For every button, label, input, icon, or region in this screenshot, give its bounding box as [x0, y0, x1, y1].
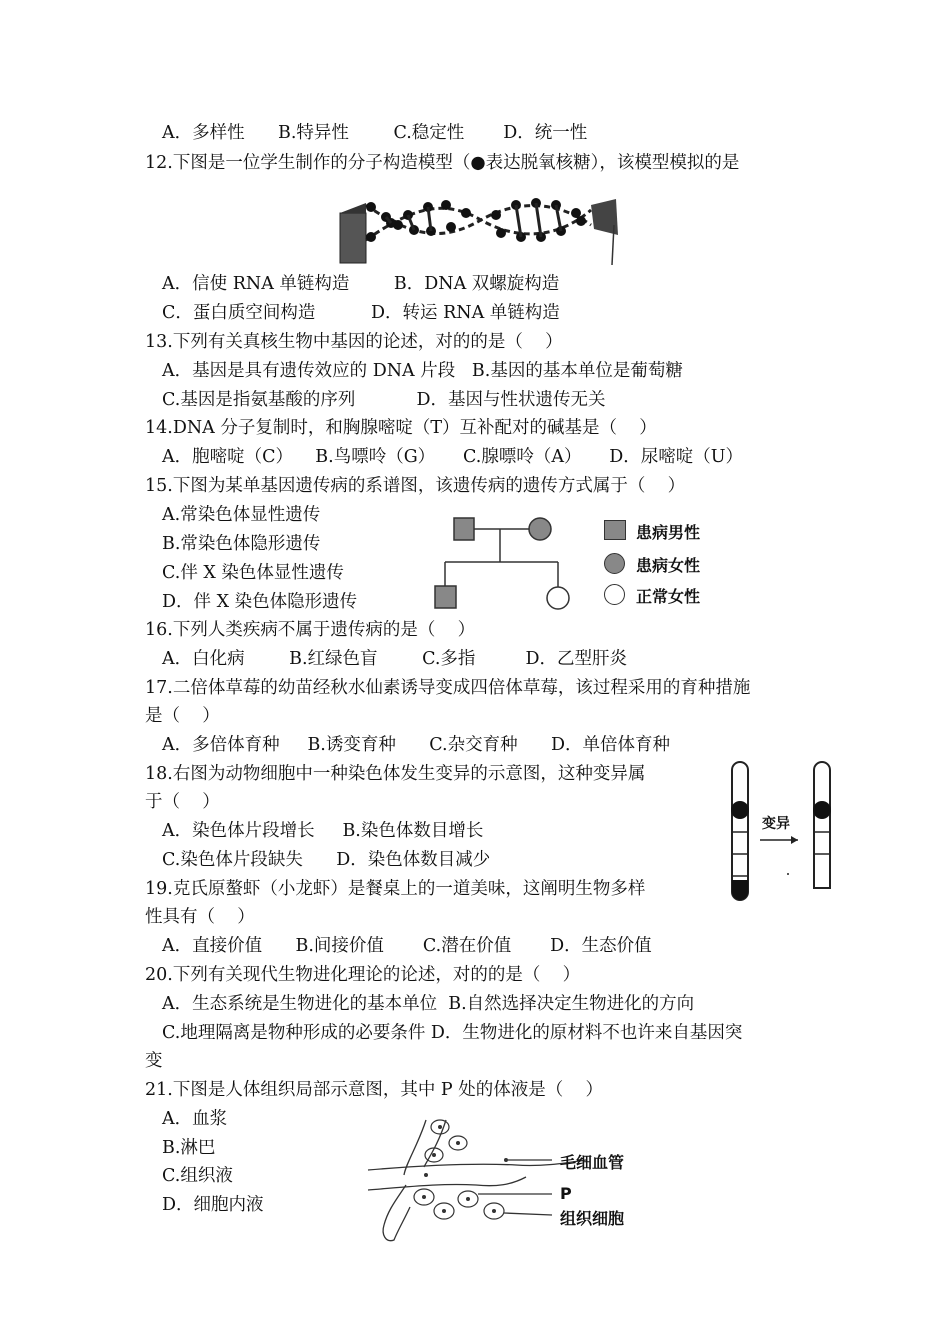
- q14-stem: 14.DNA 分子复制时，和胸腺嘧啶（T）互补配对的碱基是（ ）: [145, 418, 657, 438]
- q18-options-ab: A．染色体片段增长 B.染色体数目增长: [162, 821, 484, 841]
- q15-option-d: D．伴 X 染色体隐形遗传: [162, 592, 358, 612]
- q21-option-d: D．细胞内液: [162, 1195, 264, 1215]
- affected-father-symbol: [454, 518, 474, 540]
- q13-options-cd: C.基因是指氨基酸的序列 D．基因与性状遗传无关: [162, 390, 606, 410]
- q11-options: A．多样性 B.特异性 C.稳定性 D．统一性: [162, 123, 588, 143]
- tissue-figure: [366, 1115, 616, 1255]
- p-label: P: [560, 1184, 572, 1203]
- affected-son-symbol: [435, 586, 456, 608]
- affected-mother-symbol: [529, 518, 551, 540]
- q19-stem: 19.克氏原螯虾（小龙虾）是餐桌上的一道美味，这阐明生物多样: [145, 879, 646, 899]
- q20-options-cd: C.地理隔离是物种形成的必要条件 D．生物进化的原材料不也许来自基因突: [162, 1023, 743, 1043]
- normal-daughter-symbol: [547, 587, 569, 609]
- q15-option-b: B.常染色体隐形遗传: [162, 534, 321, 554]
- q21-option-a: A．血浆: [162, 1109, 228, 1129]
- q17-options: A．多倍体育种 B.诱变育种 C.杂交育种 D．单倍体育种: [162, 735, 670, 755]
- legend-square-icon: [604, 520, 626, 540]
- chromosome-figure: [722, 760, 842, 912]
- q18-stem: 18.右图为动物细胞中一种染色体发生变异的示意图，这种变异属: [145, 764, 646, 784]
- pedigree-figure: [430, 510, 600, 615]
- q20-options-ab: A．生态系统是生物进化的基本单位 B.自然选择决定生物进化的方向: [162, 994, 695, 1014]
- q12-options-cd: C．蛋白质空间构造 D．转运 RNA 单链构造: [162, 303, 560, 323]
- legend-filled-circle-icon: [604, 553, 625, 574]
- q18-options-cd: C.染色体片段缺失 D．染色体数目减少: [162, 850, 491, 870]
- q19-stem-cont: 性具有（ ）: [145, 907, 255, 927]
- q19-options: A．直接价值 B.间接价值 C.潜在价值 D．生态价值: [162, 936, 652, 956]
- chromosome-before: [732, 762, 748, 900]
- q13-stem: 13.下列有关真核生物中基因的论述，对的的是（ ）: [145, 332, 563, 352]
- q16-options: A．白化病 B.红绿色盲 C.多指 D．乙型肝炎: [162, 649, 627, 669]
- q15-stem: 15.下图为某单基因遗传病的系谱图，该遗传病的遗传方式属于（ ）: [145, 476, 686, 496]
- q21-option-c: C.组织液: [162, 1166, 233, 1186]
- q21-option-b: B.淋巴: [162, 1138, 216, 1158]
- q20-options-cont: 变: [145, 1051, 163, 1071]
- legend-female-affected: 患病女性: [636, 556, 701, 575]
- q15-option-c: C.伴 X 染色体显性遗传: [162, 563, 344, 583]
- capillary-label: 毛细血管: [560, 1153, 625, 1172]
- q12-options-ab: A．信使 RNA 单链构造 B．DNA 双螺旋构造: [162, 274, 560, 294]
- legend-open-circle-icon: [604, 584, 625, 605]
- q17-stem: 17.二倍体草莓的幼苗经秋水仙素诱导变成四倍体草莓，该过程采用的育种措施: [145, 678, 751, 698]
- dna-model-figure: [336, 185, 626, 267]
- tissue-cell-label: 组织细胞: [560, 1209, 625, 1228]
- legend-male-affected: 患病男性: [636, 523, 701, 542]
- q13-options-ab: A．基因是具有遗传效应的 DNA 片段 B.基因的基本单位是葡萄糖: [162, 361, 683, 381]
- q15-option-a: A.常染色体显性遗传: [162, 505, 321, 525]
- q18-stem-cont: 于（ ）: [145, 792, 220, 812]
- q12-stem: 12.下图是一位学生制作的分子构造模型（●表达脱氧核糖），该模型模拟的是: [145, 153, 740, 173]
- chromosome-after: [814, 762, 830, 888]
- legend-female-normal: 正常女性: [636, 587, 701, 606]
- q20-stem: 20.下列有关现代生物进化理论的论述，对的的是（ ）: [145, 965, 581, 985]
- q14-options: A．胞嘧啶（C） B.鸟嘌呤（G） C.腺嘌呤（A） D．尿嘧啶（U）: [162, 447, 744, 467]
- variation-label: 变异: [762, 816, 790, 832]
- q17-stem-cont: 是（ ）: [145, 706, 220, 726]
- q21-stem: 21.下图是人体组织局部示意图，其中 P 处的体液是（ ）: [145, 1080, 603, 1100]
- q16-stem: 16.下列人类疾病不属于遗传病的是（ ）: [145, 620, 476, 640]
